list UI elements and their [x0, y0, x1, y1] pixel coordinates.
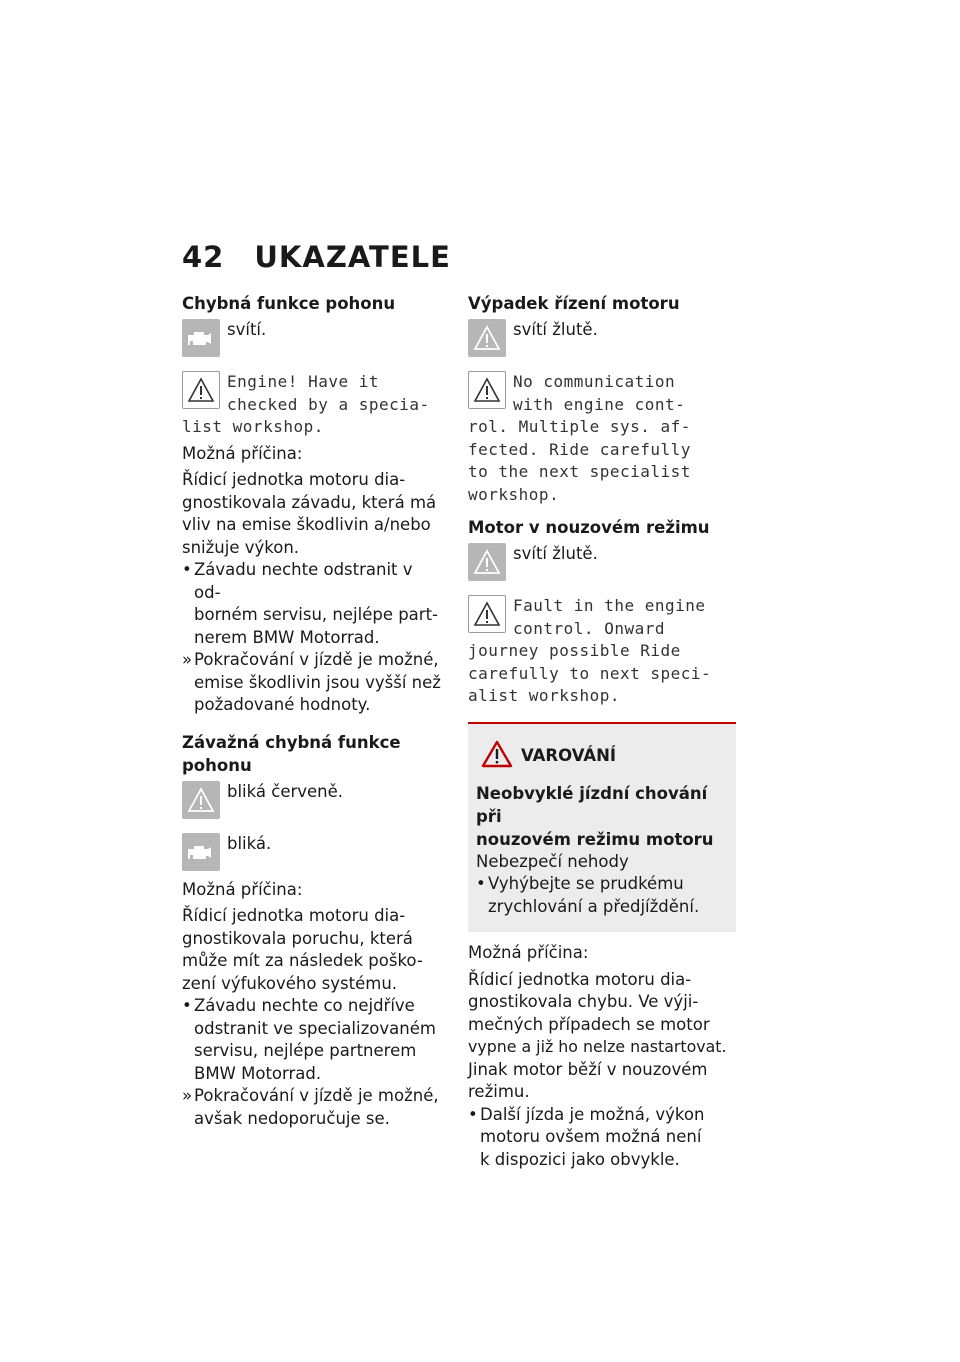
- page-title: UKAZATELE: [254, 240, 451, 274]
- display-text-line: carefully to next speci-: [468, 663, 712, 683]
- indicator-row: [468, 543, 736, 581]
- indicator-state: bliká.: [227, 833, 272, 853]
- warning-triangle-icon: [182, 781, 220, 819]
- cause-text: Řídicí jednotka motoru dia-: [468, 969, 692, 989]
- cause-text: Řídicí jednotka motoru dia-: [182, 906, 406, 925]
- page-header: [182, 240, 451, 274]
- bullet-text: zrychlování a předjíždění.: [488, 896, 700, 916]
- bullet-text: odstranit ve specializovaném: [194, 1018, 436, 1038]
- cause-label: Možná příčina:: [468, 943, 589, 962]
- cause-text: režimu.: [468, 1082, 530, 1101]
- bullet-text: Závadu nechte co nejdříve: [194, 996, 415, 1015]
- engine-icon: [182, 319, 220, 357]
- bullet-marker: •: [182, 996, 192, 1015]
- section-title: Motor v nouzovém režimu: [468, 518, 710, 537]
- indicator-state: svítí žlutě.: [513, 320, 598, 339]
- cause-label: Možná příčina:: [182, 879, 303, 899]
- result-text: požadované hodnoty.: [194, 695, 371, 714]
- cause-text: vliv na emise škodlivin a/nebo: [182, 515, 431, 534]
- indicator-row: [468, 319, 736, 357]
- warning-triangle-icon: [481, 740, 513, 772]
- action-bullet: [182, 559, 444, 649]
- cause-text: mečných případech se motor: [468, 1014, 710, 1034]
- display-message-row: [468, 595, 736, 640]
- bullet-text: motoru ovšem možná není: [480, 1127, 702, 1146]
- indicator-state: bliká červeně.: [227, 781, 344, 801]
- cause-text: vypne a již ho nelze nastartovat.: [468, 1037, 727, 1056]
- indicator-row: [182, 319, 444, 357]
- display-text-line: control. Onward: [513, 618, 665, 638]
- page-number: 42: [182, 240, 225, 274]
- display-text-line: No communication: [513, 372, 676, 391]
- bullet-text: BMW Motorrad.: [194, 1063, 322, 1083]
- cause-text: Řídicí jednotka motoru dia-: [182, 470, 406, 489]
- display-text-line: Fault in the engine: [513, 596, 706, 615]
- warning-label: VAROVÁNÍ: [521, 746, 617, 765]
- warning-title: [481, 740, 728, 772]
- warning-triangle-icon: [468, 371, 506, 409]
- section-title: pohonu: [182, 755, 252, 775]
- result-text: Pokračování v jízdě je možné,: [194, 650, 439, 669]
- result-marker: »: [182, 1086, 193, 1105]
- cause-text: gnostikovala poruchu, která: [182, 928, 413, 948]
- result-text: avšak nedoporučuje se.: [194, 1108, 390, 1128]
- indicator-state: svítí.: [227, 320, 267, 339]
- left-column: [182, 292, 444, 1130]
- warning-triangle-icon: [468, 543, 506, 581]
- bullet-text: Další jízda je možná, výkon: [480, 1104, 705, 1124]
- display-text-line: fected. Ride carefully: [468, 439, 691, 459]
- engine-icon: [182, 833, 220, 871]
- display-text-line: with engine cont-: [513, 394, 686, 414]
- bullet-text: k dispozici jako obvykle.: [480, 1149, 680, 1169]
- display-text-line: alist workshop.: [468, 686, 620, 705]
- action-bullet: [182, 995, 444, 1085]
- bullet-marker: •: [476, 874, 486, 893]
- display-message-row: [182, 371, 444, 416]
- display-text-line: journey possible Ride: [468, 641, 681, 660]
- display-text-line: checked by a specia-: [227, 394, 430, 414]
- indicator-row: [182, 781, 444, 819]
- display-text-line: to the next specialist: [468, 462, 691, 481]
- warning-bullet: [476, 873, 728, 918]
- result-text: emise škodlivin jsou vyšší než: [194, 672, 441, 692]
- bullet-text: Závadu nechte odstranit v od-: [194, 560, 413, 602]
- section-title: Výpadek řízení motoru: [468, 294, 680, 313]
- warning-triangle-icon: [468, 595, 506, 633]
- warning-box: [468, 722, 736, 933]
- bullet-text: nerem BMW Motorrad.: [194, 627, 380, 647]
- bullet-marker: •: [468, 1104, 478, 1124]
- section-title: Chybná funkce pohonu: [182, 294, 396, 313]
- right-column: [468, 292, 736, 1171]
- display-text-line: rol. Multiple sys. af-: [468, 417, 691, 436]
- warning-heading: Neobvyklé jízdní chování při: [476, 783, 708, 826]
- bullet-text: Vyhýbejte se prudkému: [488, 874, 684, 893]
- indicator-state: svítí žlutě.: [513, 544, 598, 563]
- action-bullet: [468, 1104, 736, 1172]
- bullet-text: borném servisu, nejlépe part-: [194, 605, 439, 624]
- warning-text: Nebezpečí nehody: [476, 851, 629, 871]
- cause-label: Možná příčina:: [182, 443, 303, 463]
- result-text: Pokračování v jízdě je možné,: [194, 1086, 439, 1105]
- cause-text: může mít za následek poško-: [182, 951, 423, 970]
- cause-text: gnostikovala závadu, která má: [182, 492, 437, 512]
- warning-triangle-icon: [468, 319, 506, 357]
- result-item: [182, 649, 444, 717]
- bullet-marker: •: [182, 560, 192, 579]
- display-text-line: workshop.: [468, 484, 560, 504]
- cause-text: snižuje výkon.: [182, 537, 300, 557]
- indicator-row: [182, 833, 444, 871]
- display-text-line: list workshop.: [182, 417, 324, 436]
- warning-triangle-icon: [182, 371, 220, 409]
- result-marker: »: [182, 650, 193, 669]
- bullet-text: servisu, nejlépe partnerem: [194, 1041, 417, 1060]
- display-message-row: [468, 371, 736, 416]
- section-title: Závažná chybná funkce: [182, 732, 401, 752]
- cause-text: gnostikovala chybu. Ve výji-: [468, 992, 699, 1011]
- result-item: [182, 1085, 444, 1130]
- warning-heading: nouzovém režimu motoru: [476, 829, 714, 849]
- display-text-line: Engine! Have it: [227, 372, 379, 391]
- cause-text: Jinak motor běží v nouzovém: [468, 1059, 708, 1079]
- cause-text: zení výfukového systému.: [182, 973, 398, 993]
